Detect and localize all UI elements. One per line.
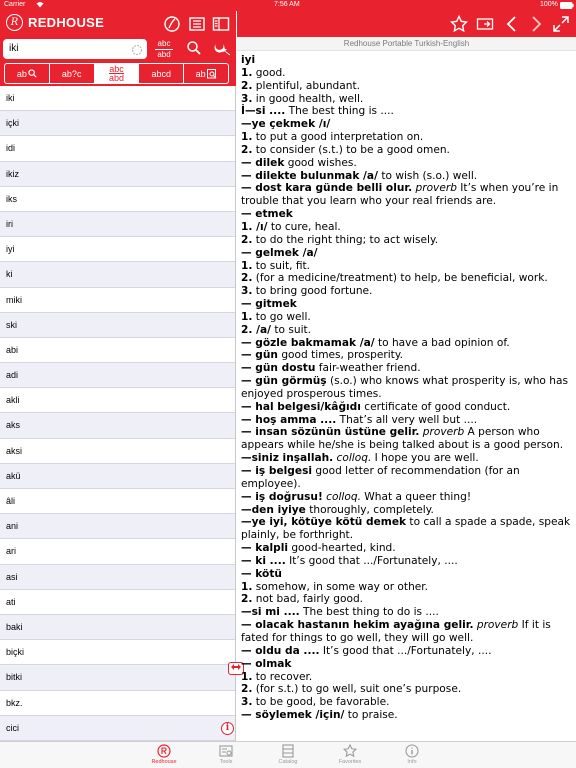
tab-label: Info [407,759,417,765]
search-row [0,37,236,62]
entry-headword: — gün [241,349,278,362]
entry-usage-label: colloq. [333,452,372,465]
fullscreen-icon[interactable] [552,15,570,33]
redhouse-logo-icon [157,744,171,758]
entry-usage-label: proverb [412,182,457,195]
entry-line [241,619,573,645]
language-flag-icon[interactable] [214,40,232,58]
entry-definition: The best thing to do is .... [299,606,439,619]
status-bar [0,0,576,11]
word-list-item[interactable]: iyi [0,237,235,262]
entry-line [241,80,573,93]
tab-tools[interactable] [202,744,250,765]
export-icon[interactable] [476,15,494,33]
search-icon [28,69,37,78]
entry-definition: to consider (s.t.) to be a good omen. [252,143,450,156]
entry-line [241,67,573,80]
clear-search-icon[interactable] [131,43,143,55]
word-list-item[interactable]: asi [0,565,235,590]
word-list-item[interactable]: ikiz [0,162,235,187]
entry-line [241,658,573,671]
entry-line [241,349,573,362]
entry-headword: — dilek [241,156,285,169]
star-icon [343,744,357,758]
entry-line [241,182,573,208]
entry-definition: to be good, be favorable. [252,696,390,709]
entry-line [241,285,573,298]
word-list-item[interactable]: biçki [0,640,235,665]
word-list-item[interactable]: miki [0,288,235,313]
entry-definition: somehow, in some way or other. [252,580,429,593]
entry-definition: good times, prosperity. [277,349,403,362]
entry-headword: — gün dostu [241,362,316,375]
entry-line [241,709,573,722]
word-list-item[interactable]: akli [0,388,235,413]
entry-definition: A person who appears while he/she is being talked about is a good person. [241,426,564,452]
word-list-item[interactable]: iki [0,86,235,111]
entry-definition: That’s all very well but .... [336,413,478,426]
dictionary-entry [241,54,573,742]
word-list-item[interactable]: abi [0,338,235,363]
mode-wildcard-label: ab?c [61,68,82,79]
mode-wildcard-button[interactable] [50,64,95,83]
battery-icon [560,2,574,11]
entry-definition: certificate of good conduct. [360,400,511,413]
entry-headword: 1. [241,259,253,272]
entry-headword: — söylemek /için/ [241,709,345,722]
redhouse-logo[interactable] [6,14,104,31]
entry-definition: The best thing is .... [285,105,394,118]
entry-definition: If it is fated for things to go well, they will go well. [241,619,551,644]
tab-label: Favorites [338,759,362,765]
entry-headword: 1. [241,131,253,144]
entry-definition: to have a bad opinion of. [374,336,510,349]
entry-definition: to praise. [344,709,398,722]
word-list-item[interactable]: içki [0,111,235,136]
entry-definition: fair-weather friend. [315,362,421,375]
entry-definition: in good health, well. [252,92,364,105]
word-list [0,86,236,741]
right-header [237,11,576,37]
word-list-item[interactable]: adi [0,363,235,388]
search-mode-segmented-control [4,63,229,84]
entry-definition: to wish (s.o.) well. [377,169,478,182]
word-list-item[interactable]: âli [0,489,235,514]
fuzzy-top-label: abc [157,39,171,48]
word-list-item[interactable]: ani [0,514,235,539]
entry-headword: — olacak hastanın hekim ayağına gelir. [241,619,474,632]
entry-headword: — iş doğrusu! [241,490,323,503]
entry-headword: — olmak [241,657,292,670]
tab-bar [0,741,576,768]
word-list-item[interactable]: cici [0,716,235,741]
word-list-item[interactable]: baki [0,615,235,640]
tab-catalog[interactable] [264,744,312,765]
entry-line [241,426,573,452]
entry-usage-label: colloq. [322,490,361,503]
entry-line [241,105,573,118]
entry-headword: — oldu da .... [241,644,320,657]
entry-definition: to put a good interpretation on. [252,131,424,144]
tab-label: Tools [219,759,233,765]
tab-info[interactable] [388,744,436,765]
entry-headword: — etmek [241,208,293,221]
forward-chevron-icon[interactable] [527,15,545,33]
entry-headword: — gelmek /a/ [241,246,318,259]
entry-headword: —den iyiye [241,503,306,516]
mode-fuzzy-button[interactable] [95,64,140,83]
info-icon [405,744,419,758]
entry-headword: 1. [241,670,253,683]
entry-line [241,542,573,555]
entry-headword: —siniz inşallah. [241,452,334,465]
entry-definition: to go well. [252,310,311,323]
entry-headword: 1. [241,66,253,79]
entry-definition: plentiful, abundant. [252,79,360,92]
entry-definition: It’s when you’re in trouble that you learn who your real friends are. [241,182,559,208]
entry-headword: 2. [241,683,253,696]
entry-headword: 1. /ı/ [241,220,268,233]
entry-headword: İ—si .... [241,105,286,118]
entry-line [241,260,573,273]
fuzzy-match-button[interactable] [155,40,173,59]
search-input-value: iki [9,43,19,54]
entry-headword: 3. [241,92,253,105]
search-mode-row [0,62,236,86]
entry-headword: 3. [241,696,253,709]
entry-headword: — dilekte bulunmak /a/ [241,169,378,182]
entry-headword: —ye çekmek /ı/ [241,118,331,131]
entry-line [241,696,573,709]
entry-headword: — kalpli [241,542,288,555]
wifi-icon [36,1,44,10]
entry-definition: to call a spade a spade, speak plainly, be forthright. [241,516,571,542]
mode-fulltext-button[interactable] [184,64,228,83]
back-chevron-icon[interactable] [503,15,521,33]
entry-line [241,491,573,504]
favorite-star-icon[interactable] [450,15,468,33]
entry-definition: It’s good that .../Fortunately, .... [319,644,492,657]
entry-line [241,93,573,106]
entry-line [241,465,573,491]
entry-definition: good letter of recommendation (for an employee). [241,465,520,490]
entry-line [241,504,573,517]
entry-headword: —si mi .... [241,606,300,619]
entry-line [241,247,573,260]
mode-fuzzy-bottom: abd [108,73,124,83]
dictionary-title: Redhouse Portable Turkish-English [237,37,576,51]
entry-headword: 3. [241,285,253,298]
entry-line [241,170,573,183]
entry-headword: 2. [241,79,253,92]
entry-line [241,362,573,375]
entry-headword: — hal belgesi/kâğıdı [241,400,361,413]
entry-headword: —ye iyi, kötüye kötü demek [241,516,407,529]
entry-line [241,606,573,619]
brand-name: REDHOUSE [28,15,105,30]
entry-line [241,157,573,170]
tab-label: Redhouse [151,759,177,765]
entry-line [241,645,573,658]
entry-line [241,131,573,144]
entry-headword: 1. [241,580,253,593]
entry-headword: — insan sözünün üstüne gelir. [241,426,420,439]
word-list-item[interactable]: aksi [0,439,235,464]
entry-line [241,555,573,568]
tab-favorites[interactable] [326,744,374,765]
clock: 7:56 AM [274,1,300,8]
entry-line [241,311,573,324]
word-list-item[interactable]: ati [0,590,235,615]
entry-line [241,272,573,285]
entry-definition: to bring good fortune. [252,285,373,298]
left-header [0,11,236,37]
entry-definition: What a queer thing! [360,490,472,503]
entry-line [241,234,573,247]
entry-line [241,118,573,131]
entry-headword: 2. [241,233,253,246]
entry-definition: to cure, heal. [267,220,341,233]
info-button[interactable]: i [221,722,234,735]
entry-line [241,144,573,157]
entry-line [241,375,573,401]
entry-headword: — gün görmüş [241,375,327,388]
mode-fulltext-label: ab [195,68,206,79]
entry-headword: — kötü [241,567,282,580]
word-list-item[interactable]: bkz. [0,691,235,716]
entry-line [241,337,573,350]
entry-usage-label: proverb [473,619,519,632]
entry-definition: to suit, fit. [252,259,311,272]
word-list-item[interactable]: aks [0,413,235,438]
carrier-label: Carrier [4,1,26,8]
entry-line [241,452,573,465]
tab-redhouse[interactable] [140,744,188,765]
entry-definition: (for a medicine/treatment) to help, be beneficial, work. [252,272,548,285]
tools-icon [219,744,233,758]
entry-definition: good-hearted, kind. [287,542,396,555]
entry-definition: to do the right thing; to act wisely. [252,233,439,246]
handwriting-icon[interactable] [163,15,181,33]
mode-anagram-label: abcd [151,68,172,79]
entry-definition: (s.o.) who knows what prosperity is, who has enjoyed prosperous times. [241,375,568,400]
entry-line [241,593,573,606]
entry-definition: to suit. [270,323,312,336]
word-list-item[interactable]: bitki [0,665,235,690]
entry-headword: — hoş amma .... [241,413,337,426]
entry-usage-label: proverb [419,426,465,439]
entry-headword: 2. /a/ [241,323,271,336]
word-list-item[interactable]: ski [0,313,235,338]
entry-headword: 2. [241,593,253,606]
entry-headword: — ki .... [241,554,286,567]
entry-line [241,581,573,594]
entry-line [241,401,573,414]
entry-headword: 2. [241,143,253,156]
entry-definition: (for s.t.) to go well, suit one’s purpose. [252,683,462,696]
split-view-icon[interactable] [212,15,230,33]
entry-definition: not bad, fairly good. [252,593,364,606]
entry-headword: — gözle bakmamak /a/ [241,336,375,349]
word-list-item[interactable]: iks [0,187,235,212]
entry-definition: I hope you are well. [371,452,479,465]
entry-line [241,671,573,684]
search-doc-icon [207,69,217,79]
entry-definition: good. [252,66,286,79]
word-list-item[interactable]: ki [0,262,235,287]
entry-definition: good wishes. [284,156,357,169]
mode-fuzzy-top: abc [109,64,124,74]
entry-headword: 2. [241,272,253,285]
word-list-item[interactable]: iri [0,212,235,237]
entry-headword: 1. [241,310,253,323]
mode-anagram-button[interactable] [139,64,184,83]
tab-label: Catalog [278,759,298,765]
logo-circle: R [6,14,23,31]
entry-line [241,568,573,581]
entry-line [241,221,573,234]
entry-line [241,324,573,337]
search-input[interactable] [3,39,147,59]
entry-headword: — iş belgesi [241,465,313,477]
entry-definition: thoroughly, completely. [305,503,434,516]
entry-line [241,516,573,542]
entry-line [241,298,573,311]
entry-line [241,683,573,696]
word-list-item[interactable]: idi [0,136,235,161]
entry-definition: It’s good that .../Fortunately, .... [285,554,458,567]
word-list-item[interactable]: akü [0,464,235,489]
entry-definition: to recover. [252,670,313,683]
entry-headword: iyi [241,54,256,66]
fuzzy-bottom-label: abd [157,50,171,59]
catalog-icon [281,744,295,758]
entry-headword: — gitmek [241,298,297,311]
text-panel-icon[interactable] [188,15,206,33]
entry-line [241,54,573,67]
word-list-item[interactable]: ari [0,539,235,564]
search-options-icon[interactable] [186,40,202,58]
entry-line [241,414,573,427]
entry-headword: — dost kara günde belli olur. [241,182,413,195]
entry-line [241,208,573,221]
battery-percent: 100% [540,1,558,8]
mode-search-label: ab [16,68,27,79]
mode-search-button[interactable] [5,64,50,83]
